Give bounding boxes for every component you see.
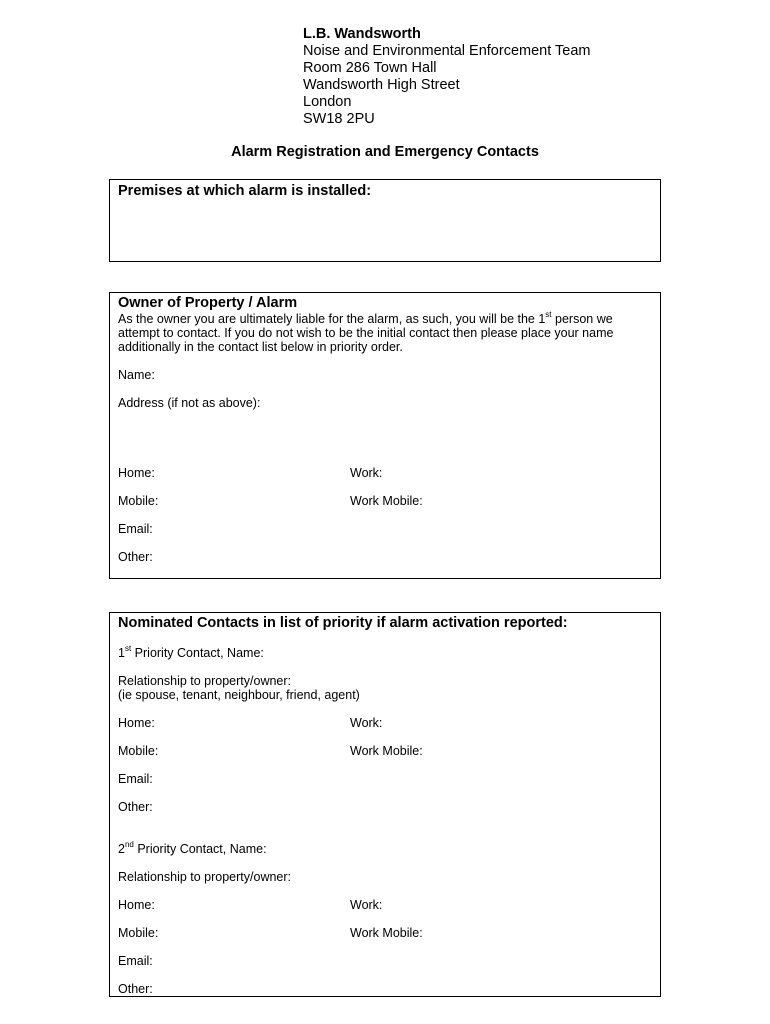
first-contact-work-mobile-label[interactable]: Work Mobile: [350,744,423,758]
second-contact-other-label[interactable]: Other: [118,982,153,996]
first-contact-work-label[interactable]: Work: [350,716,383,730]
contacts-section [109,612,661,997]
address-street: Wandsworth High Street [303,77,460,93]
first-contact-home-label[interactable]: Home: [118,716,155,730]
second-contact-name-label[interactable]: 2nd Priority Contact, Name: [118,839,267,856]
address-postcode: SW18 2PU [303,111,375,127]
second-contact-work-mobile-label[interactable]: Work Mobile: [350,926,423,940]
owner-work-mobile-label[interactable]: Work Mobile: [350,494,423,508]
first-contact-relationship-hint: (ie spouse, tenant, neighbour, friend, agent) [118,688,360,702]
team-name: Noise and Environmental Enforcement Team [303,43,591,59]
owner-section [109,292,661,579]
first-contact-other-label[interactable]: Other: [118,800,153,814]
owner-home-label[interactable]: Home: [118,466,155,480]
premises-heading: Premises at which alarm is installed: [118,183,372,199]
owner-name-label[interactable]: Name: [118,368,155,382]
owner-mobile-label[interactable]: Mobile: [118,494,159,508]
premises-section[interactable] [109,179,661,262]
second-contact-relationship-label[interactable]: Relationship to property/owner: [118,870,292,884]
owner-other-label[interactable]: Other: [118,550,153,564]
owner-email-label[interactable]: Email: [118,522,153,536]
second-contact-home-label[interactable]: Home: [118,898,155,912]
owner-description-line3: additionally in the contact list below in priority order. [118,340,403,354]
second-contact-work-label[interactable]: Work: [350,898,383,912]
address-room: Room 286 Town Hall [303,60,437,76]
first-contact-name-label[interactable]: 1st Priority Contact, Name: [118,643,264,660]
first-contact-relationship-label[interactable]: Relationship to property/owner: [118,674,292,688]
second-contact-email-label[interactable]: Email: [118,954,153,968]
contacts-heading: Nominated Contacts in list of priority if alarm activation reported: [118,615,568,631]
owner-description-line1: As the owner you are ultimately liable for the alarm, as such, you will be the 1st person we [118,309,613,326]
form-title: Alarm Registration and Emergency Contacts [231,144,539,160]
first-contact-mobile-label[interactable]: Mobile: [118,744,159,758]
second-contact-mobile-label[interactable]: Mobile: [118,926,159,940]
council-name: L.B. Wandsworth [303,26,421,42]
owner-address-label[interactable]: Address (if not as above): [118,396,261,410]
address-city: London [303,94,352,110]
owner-heading: Owner of Property / Alarm [118,295,298,311]
owner-work-label[interactable]: Work: [350,466,383,480]
first-contact-email-label[interactable]: Email: [118,772,153,786]
owner-description-line2: attempt to contact. If you do not wish to be the initial contact then please place your name [118,326,614,340]
